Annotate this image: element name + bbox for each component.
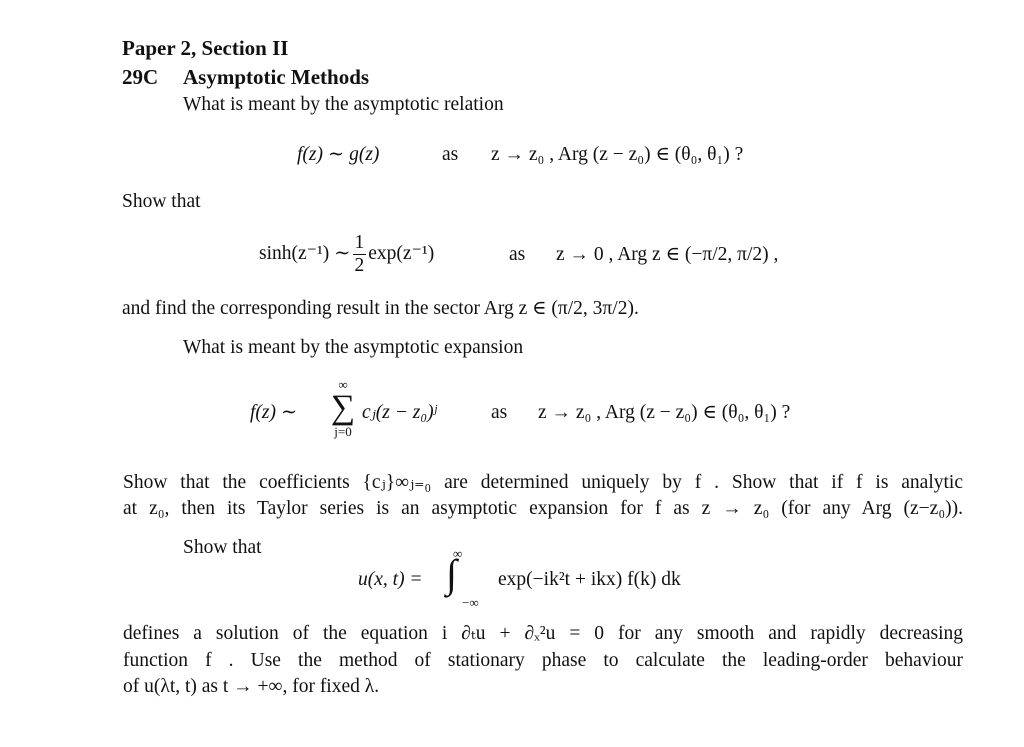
intro-text: What is meant by the asymptotic relation — [183, 94, 504, 115]
eq3-as: as — [491, 402, 508, 423]
eq3-condition: z → z₀ , Arg (z − z₀) ∈ (θ₀, θ₁) ? — [538, 402, 791, 423]
paper-section-heading: Paper 2, Section II — [122, 36, 289, 60]
eq3-sum-upper-limit: ∞ — [338, 377, 348, 392]
eq2-as: as — [509, 244, 526, 265]
expansion-intro-text: What is meant by the asymptotic expansion — [183, 337, 524, 358]
final-line-2: function f . Use the method of stationary phase to calculate the leading-order behaviour — [123, 650, 963, 671]
sigma-symbol: ∑ — [330, 389, 356, 426]
eq2-rhs: exp(z⁻¹) — [368, 243, 435, 265]
coefficients-line-2: at z₀, then its Taylor series is an asymptotic expansion for f as z → z₀ (for any Arg (z−z₀)). — [123, 498, 963, 519]
question-title: Asymptotic Methods — [183, 65, 370, 89]
question-number: 29C — [122, 65, 159, 89]
eq3-term: cⱼ(z − z₀)ʲ — [362, 402, 437, 423]
eq2-lhs: sinh(z⁻¹) ∼ — [259, 243, 351, 265]
eq4-integral-upper-limit: ∞ — [453, 546, 463, 561]
show-that-label: Show that — [122, 191, 201, 212]
coefficients-line-1: Show that the coefficients {cⱼ}∞ⱼ₌₀ are determined uniquely by f . Show that if f is analytic — [123, 472, 963, 493]
final-line-3: of u(λt, t) as t → +∞, for fixed λ. — [123, 676, 380, 697]
show-that-label-2: Show that — [183, 537, 262, 558]
eq2-expression — [259, 232, 434, 276]
final-line-1: defines a solution of the equation i ∂ₜu + ∂ₓ²u = 0 for any smooth and rapidly decreasing — [123, 623, 963, 644]
eq3-lhs: f(z) ∼ — [250, 402, 298, 423]
eq4-integral-lower-limit: −∞ — [462, 595, 479, 610]
eq1-condition: z → z₀ , Arg (z − z₀) ∈ (θ₀, θ₁) ? — [491, 144, 744, 165]
eq2-fraction-denominator: 2 — [354, 254, 365, 276]
eq3-sum-lower-limit: j=0 — [334, 424, 352, 439]
find-result-text: and find the corresponding result in the sector Arg z ∈ (π/2, 3π/2). — [122, 298, 639, 319]
eq3-sum — [323, 378, 363, 438]
eq1-lhs: f(z) ∼ g(z) — [297, 144, 380, 165]
eq4-integrand: exp(−ik²t + ikx) f(k) dk — [498, 569, 681, 590]
eq1-as: as — [442, 144, 459, 165]
eq2-fraction — [353, 232, 367, 276]
eq2-fraction-numerator: 1 — [354, 232, 365, 254]
integral-symbol: ∫ — [446, 551, 457, 596]
eq4-lhs: u(x, t) = — [358, 569, 423, 590]
eq2-condition: z → 0 , Arg z ∈ (−π/2, π/2) , — [556, 244, 779, 265]
